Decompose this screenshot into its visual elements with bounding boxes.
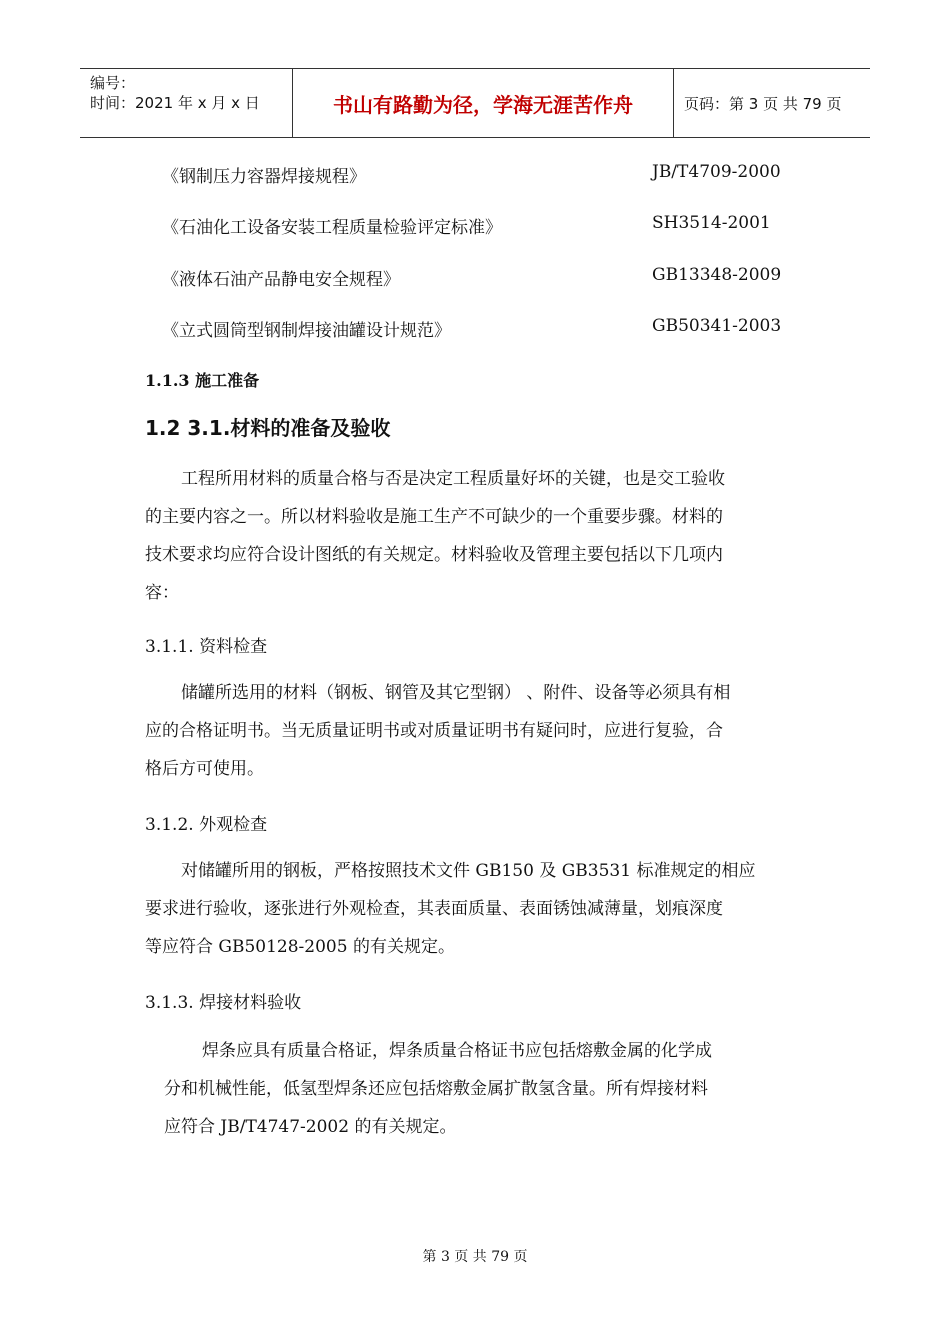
subsection-title-3-1-2: 3.1.2. 外观检查 [145,815,268,835]
standard-name: 《钢制压力容器焊接规程》 [162,167,366,187]
standard-name: 《立式圆筒型钢制焊接油罐设计规范》 [162,321,451,341]
paragraph-line: 对储罐所用的钢板，严格按照技术文件 GB150 及 GB3531 标准规定的相应 [181,861,756,881]
standard-name: 《石油化工设备安装工程质量检验评定标准》 [162,218,502,238]
paragraph-line: 格后方可使用。 [145,759,264,779]
paragraph-line: 储罐所选用的材料（钢板、钢管及其它型钢） 、附件、设备等必须具有相 [181,683,731,703]
section-heading-1-2: 1.2 3.1.材料的准备及验收 [145,416,391,440]
standard-code: JB/T4709-2000 [652,162,781,182]
paragraph-line: 应的合格证明书。当无质量证明书或对质量证明书有疑问时，应进行复验，合 [145,721,723,741]
paragraph-line: 的主要内容之一。所以材料验收是施工生产不可缺少的一个重要步骤。材料的 [145,507,723,527]
subsection-body-3-1-1 [145,674,730,788]
header-page-number: 页码：第 3 页 共 79 页 [684,94,842,113]
header-meta [80,69,293,137]
subsection-body-3-1-2 [145,852,755,966]
paragraph-line: 要求进行验收，逐张进行外观检查，其表面质量、表面锈蚀减薄量，划痕深度 [145,899,723,919]
page-footer: 第 3 页 共 79 页 [422,1249,528,1265]
standard-name: 《液体石油产品静电安全规程》 [162,270,400,290]
paragraph-line: 技术要求均应符合设计图纸的有关规定。材料验收及管理主要包括以下几项内 [145,545,723,565]
standard-code: GB50341-2003 [652,316,782,336]
paragraph-line: 分和机械性能，低氢型焊条还应包括熔敷金属扩散氢含量。所有焊接材料 [164,1079,708,1099]
section-heading-1-1-3: 1.1.3 施工准备 [145,371,260,390]
page-header [80,68,870,138]
document-number: 编号： [90,74,136,92]
standard-code: GB13348-2009 [652,265,782,285]
standard-code: SH3514-2001 [652,213,771,233]
paragraph-line: 焊条应具有质量合格证，焊条质量合格证书应包括熔敷金属的化学成 [202,1041,712,1061]
paragraph-line: 等应符合 GB50128-2005 的有关规定。 [145,937,455,957]
header-motto: 书山有路勤为径，学海无涯苦作舟 [293,69,674,137]
paragraph-line: 容： [145,583,179,603]
subsection-title-3-1-3: 3.1.3. 焊接材料验收 [145,993,302,1013]
intro-paragraph [145,460,725,612]
subsection-title-3-1-1: 3.1.1. 资料检查 [145,637,268,657]
subsection-body-3-1-3 [164,1032,712,1146]
paragraph-line: 应符合 JB/T4747-2002 的有关规定。 [164,1117,457,1137]
document-date: 时间：2021 年 x 月 x 日 [90,94,260,112]
paragraph-line: 工程所用材料的质量合格与否是决定工程质量好坏的关键，也是交工验收 [181,469,725,489]
